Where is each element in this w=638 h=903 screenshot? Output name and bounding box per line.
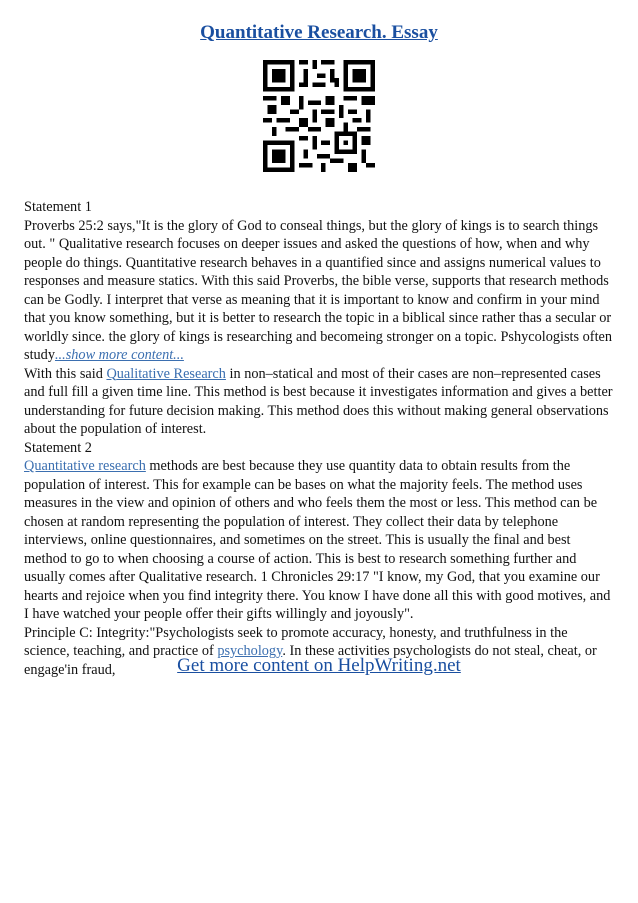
- paragraph-2-rest: in non–statical and most of their cases are non–represented cases and full fill a given time line. This method is best because it investigates information and gives a better understanding for future decision making. This method does this without making general observations about the population of interest.: [24, 365, 613, 437]
- quantitative-research-link[interactable]: Quantitative research: [24, 458, 146, 474]
- qr-code-icon: [263, 60, 375, 172]
- paragraph-1-text: Proverbs 25:2 says,"It is the glory of God to conseal things, but the glory of kings is to search things out. " Qualitative research focuses on deeper issues and asked the questions of how, when and why people do things. Quantitative research behaves in a quantified since and assigns numerical values to responses and measure statics. With this said Proverbs, the bible verse, supports that research methods can be Godly. I interpret that verse as meaning that it is important to know and confirm in your mind that you know something, but it is better to research the topic in a biblical since rather thas a secular or worldly since. the glory of kings is researching and becomeing stronger on a topic. Pshycologists often study: [24, 217, 613, 363]
- show-more-link[interactable]: ...show more content...: [54, 347, 184, 363]
- paragraph-4-rest: . In these activities psychologists do not steal, cheat, or engage'in fraud,: [24, 643, 597, 678]
- get-more-content-link[interactable]: Get more content on HelpWriting.net: [177, 655, 461, 676]
- paragraph-2-start: With this said: [24, 365, 107, 382]
- psychology-link[interactable]: psychology: [217, 643, 283, 659]
- essay-body: [24, 198, 614, 679]
- statement-2-heading: Statement 2: [24, 439, 92, 456]
- essay-title: Quantitative Research. Essay: [200, 22, 438, 43]
- paragraph-1: [24, 217, 614, 365]
- paragraph-2: [24, 365, 614, 439]
- paragraph-3-rest: methods are best because they use quantity data to obtain results from the population of interest. This for example can be bases on what the majority feels. The method uses measures in the view and opinion of others and who feels them the most or less. This method can be chosen at random representing the population of interest. They collect their data by telephone interviews, online questionnaires, and sometimes on the street. This is usually the final and best method to go to when choosing a course of action. This is best to research something further and usually comes after Qualitative research. 1 Chronicles 29:17 "I know, my God, that you examine our hearts and rejoice when you find integrity there. You know I have done all this with good motives, and I have watched your people offer their gifts willingly and joyously".: [24, 458, 611, 622]
- statement-1-heading: Statement 1: [24, 199, 92, 215]
- qualitative-research-link[interactable]: Qualitative Research: [106, 365, 226, 382]
- paragraph-4-start: Principle C: Integrity:"Psychologists seek to promote accuracy, honesty, and truthfulness in the science, teaching, and practice of: [24, 624, 568, 659]
- paragraph-3: [24, 457, 614, 624]
